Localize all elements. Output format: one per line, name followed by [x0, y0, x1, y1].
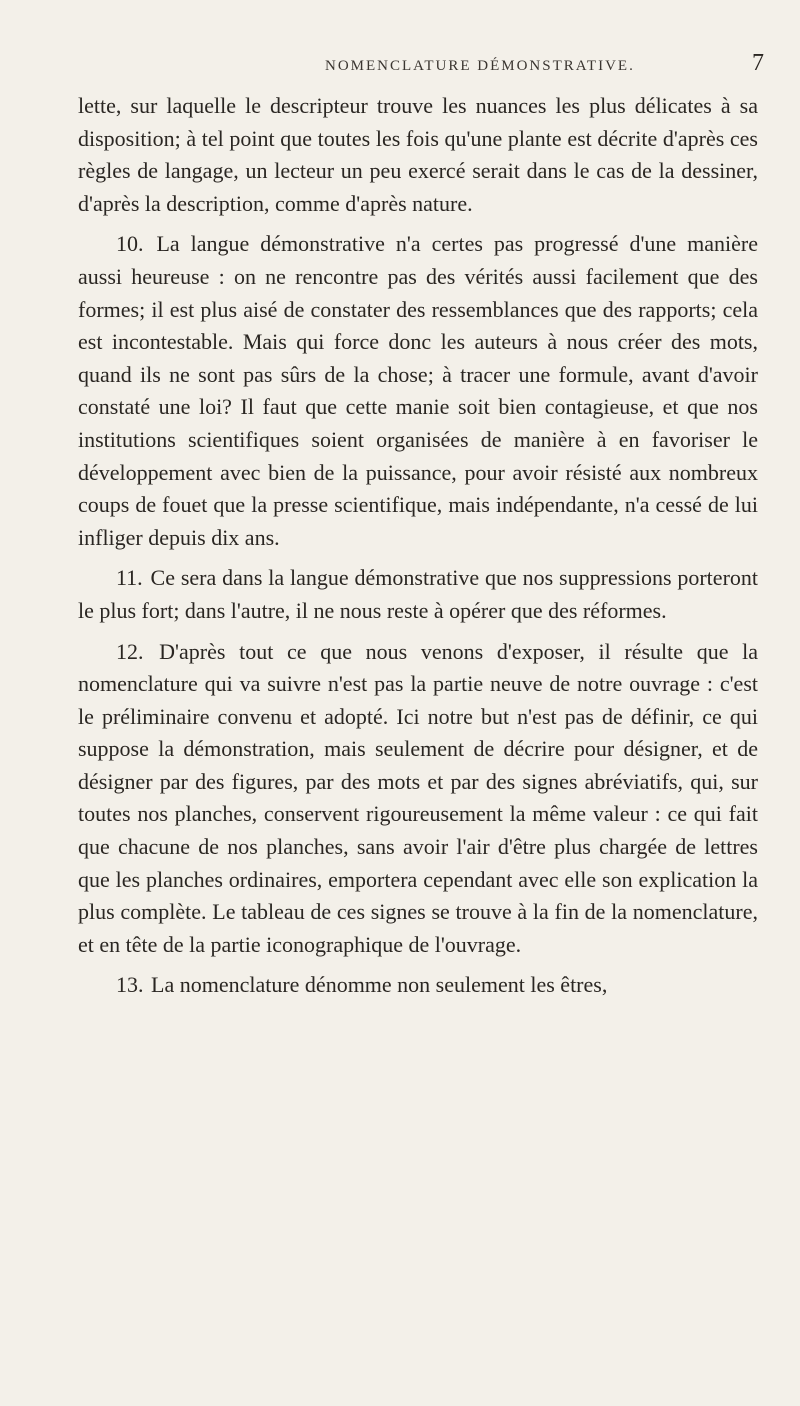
running-title: NOMENCLATURE DÉMONSTRATIVE.	[325, 58, 635, 74]
paragraph-13	[78, 969, 758, 1002]
running-head	[0, 50, 800, 82]
paragraph-text: D'après tout ce que nous venons d'exposer, il résulte que la nomenclature qui va suivre n'est pas la partie neuve de notre ouvrage : c'est le préliminaire convenu et adopté. Ici notre but n'est pas de définir, ce qui suppose la démonstration, mais seulement de décrire pour désigner, et de désigner par des figures, par des mots et par des signes abréviatifs, qui, sur toutes nos planches, conservent rigoureusement la même valeur : ce qui fait que chacune de nos planches, sans avoir l'air d'être plus chargée de lettres que les planches ordinaires, emportera cependant avec elle son explication la plus complète. Le tableau de ces signes se trouve à la fin de la nomenclature, et en tête de la partie iconographique de l'ouvrage.	[78, 638, 759, 957]
body-text	[78, 90, 758, 1010]
paragraph-number: 13.	[116, 972, 144, 998]
paragraph-text: lette, sur laquelle le descripteur trouve les nuances les plus délicates à sa disposition; à tel point que toutes les fois qu'une plante est décrite d'après ces règles de langage, un lecteur un peu exercé serait dans le cas de la dessiner, d'après la description, comme d'après nature.	[78, 93, 758, 216]
page-number: 7	[752, 50, 764, 76]
paragraph-12	[78, 636, 758, 962]
paragraph-number: 12.	[116, 638, 144, 664]
paragraph-10	[78, 228, 758, 554]
paragraph-number: 10.	[116, 231, 144, 257]
paragraph-text: La langue démonstrative n'a certes pas progressé d'une manière aussi heureuse : on ne rencontre pas des vérités aussi facilement que des formes; il est plus aisé de constater des ressemblances que des rapports; cela est incontestable. Mais qui force donc les auteurs à nous créer des mots, quand ils ne sont pas sûrs de la chose; à tracer une formule, avant d'avoir constaté une loi? Il faut que cette manie soit bien contagieuse, et que nos institutions scientifiques soient organisées de manière à en favoriser le développement avec bien de la puissance, pour avoir résisté aux nombreux coups de fouet que la presse scientifique, mais indépendante, n'a cessé de lui infliger depuis dix ans.	[78, 231, 759, 550]
paragraph-continuation	[78, 90, 758, 220]
paragraph-number: 11.	[116, 565, 143, 591]
paragraph-text: Ce sera dans la langue démonstrative que nos suppressions porteront le plus fort; dans l'autre, il ne nous reste à opérer que des réformes.	[78, 565, 759, 623]
paragraph-text: La nomenclature dénomme non seulement les êtres,	[151, 972, 608, 998]
paragraph-11	[78, 562, 758, 627]
